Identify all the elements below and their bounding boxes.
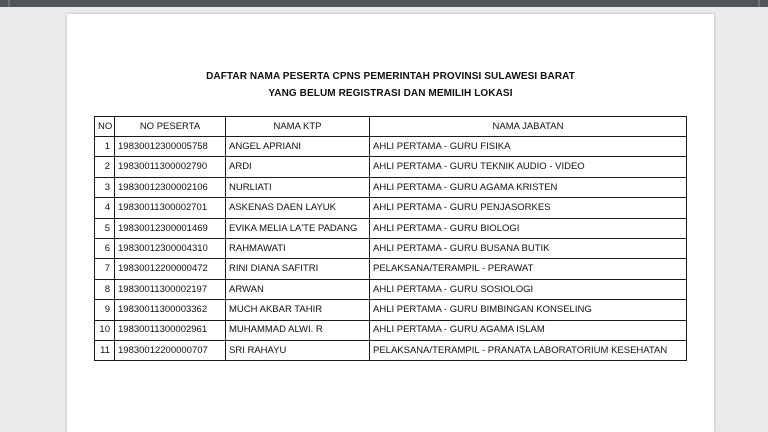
toolbar-edge-mark [8,0,10,7]
cell-nama-ktp: ASKENAS DAEN LAYUK [226,198,370,218]
cell-no-peserta: 19830012200000707 [115,340,226,360]
table-row [95,137,687,157]
header-nama-ktp: NAMA KTP [226,117,370,137]
cell-nama-jabatan: PELAKSANA/TERAMPIL - PERAWAT [370,259,687,279]
header-no-peserta: NO PESERTA [115,117,226,137]
cell-no: 2 [95,157,115,177]
cell-no: 11 [95,340,115,360]
table-row [95,259,687,279]
cell-nama-ktp: MUCH AKBAR TAHIR [226,300,370,320]
table-row [95,218,687,238]
cell-nama-jabatan: AHLI PERTAMA - GURU SOSIOLOGI [370,279,687,299]
cell-nama-jabatan: AHLI PERTAMA - GURU AGAMA KRISTEN [370,177,687,197]
table-row [95,177,687,197]
cell-no: 7 [95,259,115,279]
viewer-toolbar [0,0,768,7]
cell-no: 9 [95,300,115,320]
table-row [95,320,687,340]
table-row [95,238,687,258]
cell-no-peserta: 19830012300004310 [115,238,226,258]
cell-no-peserta: 19830012300001469 [115,218,226,238]
cell-nama-jabatan: AHLI PERTAMA - GURU FISIKA [370,137,687,157]
cell-nama-ktp: SRI RAHAYU [226,340,370,360]
document-subtitle: YANG BELUM REGISTRASI DAN MEMILIH LOKASI [268,88,513,99]
table-header-row [95,117,687,137]
participants-table [94,116,687,361]
cell-no-peserta: 19830012300002106 [115,177,226,197]
cell-no: 6 [95,238,115,258]
cell-no-peserta: 19830011300003362 [115,300,226,320]
toolbar-edge-mark [758,0,760,7]
table-row [95,198,687,218]
cell-nama-jabatan: AHLI PERTAMA - GURU AGAMA ISLAM [370,320,687,340]
cell-nama-jabatan: PELAKSANA/TERAMPIL - PRANATA LABORATORIUM KESEHATAN [370,340,687,360]
cell-no: 3 [95,177,115,197]
cell-no-peserta: 19830011300002790 [115,157,226,177]
table-row [95,157,687,177]
cell-nama-ktp: RINI DIANA SAFITRI [226,259,370,279]
cell-nama-ktp: MUHAMMAD ALWI. R [226,320,370,340]
table-row [95,300,687,320]
cell-nama-ktp: ARWAN [226,279,370,299]
cell-no: 4 [95,198,115,218]
header-no: NO [95,117,115,137]
cell-no: 8 [95,279,115,299]
cell-nama-jabatan: AHLI PERTAMA - GURU BIMBINGAN KONSELING [370,300,687,320]
cell-nama-ktp: RAHMAWATI [226,238,370,258]
table-row [95,279,687,299]
cell-nama-jabatan: AHLI PERTAMA - GURU TEKNIK AUDIO - VIDEO [370,157,687,177]
cell-nama-jabatan: AHLI PERTAMA - GURU BUSANA BUTIK [370,238,687,258]
cell-no: 10 [95,320,115,340]
document-page [67,14,714,432]
cell-nama-ktp: ANGEL APRIANI [226,137,370,157]
cell-nama-ktp: EVIKA MELIA LA'TE PADANG [226,218,370,238]
cell-nama-ktp: ARDI [226,157,370,177]
table-row [95,340,687,360]
cell-no-peserta: 19830011300002961 [115,320,226,340]
header-nama-jabatan: NAMA JABATAN [370,117,687,137]
cell-no-peserta: 19830011300002701 [115,198,226,218]
cell-no: 5 [95,218,115,238]
cell-no: 1 [95,137,115,157]
cell-no-peserta: 19830011300002197 [115,279,226,299]
cell-nama-jabatan: AHLI PERTAMA - GURU BIOLOGI [370,218,687,238]
document-title: DAFTAR NAMA PESERTA CPNS PEMERINTAH PROVINSI SULAWESI BARAT [206,71,575,82]
cell-nama-ktp: NURLIATI [226,177,370,197]
cell-no-peserta: 19830012200000472 [115,259,226,279]
cell-nama-jabatan: AHLI PERTAMA - GURU PENJASORKES [370,198,687,218]
cell-no-peserta: 19830012300005758 [115,137,226,157]
